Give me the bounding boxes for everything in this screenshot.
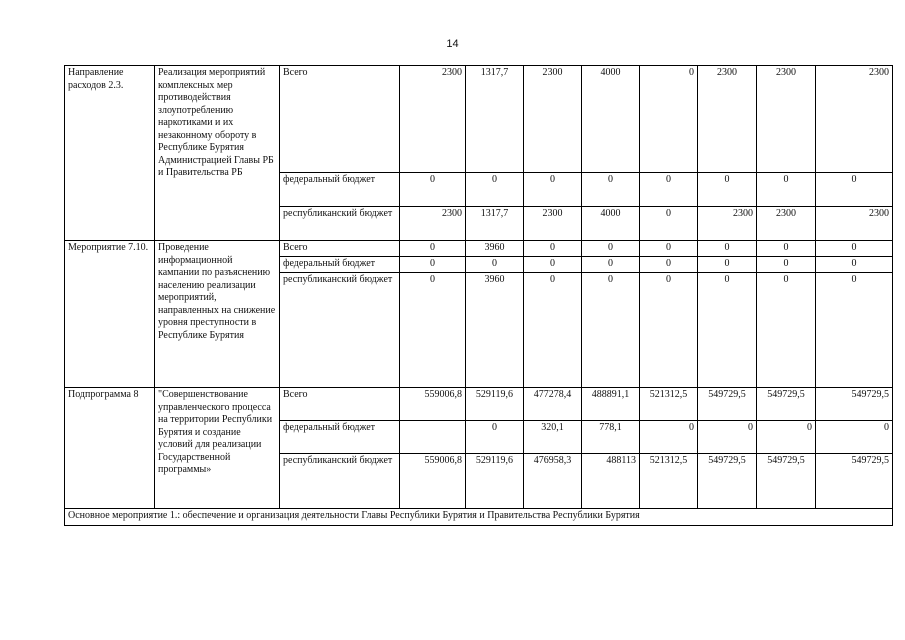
value-cell: 0 [400, 173, 466, 207]
value-cell: 476958,3 [524, 454, 582, 509]
value-cell: 0 [698, 421, 757, 454]
value-cell: 0 [524, 241, 582, 257]
row-description-cell: Реализация мероприятий комплексных мер противодействия злоупотреблению наркотиками и их незаконному обороту в Республике Бурятия Администрацией Главы РБ и Правительства РБ [155, 66, 280, 241]
value-cell: 320,1 [524, 421, 582, 454]
value-cell: 0 [698, 241, 757, 257]
value-cell: 549729,5 [757, 388, 816, 421]
value-cell [400, 421, 466, 454]
value-cell: 0 [400, 273, 466, 388]
value-cell: 2300 [757, 207, 816, 241]
value-cell: 0 [816, 257, 893, 273]
value-cell: 4000 [582, 207, 640, 241]
funding-source-cell: федеральный бюджет [280, 257, 400, 273]
value-cell: 0 [816, 273, 893, 388]
table-row [65, 241, 893, 257]
page-number: 14 [446, 38, 459, 50]
value-cell: 2300 [524, 66, 582, 173]
table-row [65, 66, 893, 173]
value-cell: 0 [698, 173, 757, 207]
value-cell: 0 [640, 241, 698, 257]
value-cell: 0 [757, 273, 816, 388]
value-cell: 0 [698, 273, 757, 388]
value-cell: 549729,5 [816, 388, 893, 421]
value-cell: 0 [757, 421, 816, 454]
value-cell: 521312,5 [640, 454, 698, 509]
value-cell: 0 [757, 173, 816, 207]
row-code-cell: Мероприятие 7.10. [65, 241, 155, 388]
value-cell: 0 [816, 421, 893, 454]
value-cell: 549729,5 [698, 454, 757, 509]
main-activity-row: Основное мероприятие 1.: обеспечение и организация деятельности Главы Республики Бурятия и Правительства Республики Бурятия [65, 509, 893, 526]
funding-source-cell: Всего [280, 388, 400, 421]
value-cell: 488891,1 [582, 388, 640, 421]
value-cell: 0 [524, 173, 582, 207]
funding-source-cell: федеральный бюджет [280, 421, 400, 454]
value-cell: 0 [757, 241, 816, 257]
value-cell: 549729,5 [757, 454, 816, 509]
funding-source-cell: Всего [280, 241, 400, 257]
value-cell: 0 [640, 421, 698, 454]
value-cell: 521312,5 [640, 388, 698, 421]
value-cell: 1317,7 [466, 207, 524, 241]
budget-table [64, 65, 893, 526]
value-cell: 0 [524, 273, 582, 388]
table-row [65, 388, 893, 421]
funding-source-cell: федеральный бюджет [280, 173, 400, 207]
value-cell: 529119,6 [466, 454, 524, 509]
value-cell: 0 [524, 257, 582, 273]
value-cell: 0 [698, 257, 757, 273]
row-code-cell: Направление расходов 2.3. [65, 66, 155, 241]
value-cell: 0 [582, 173, 640, 207]
value-cell: 0 [582, 257, 640, 273]
value-cell: 4000 [582, 66, 640, 173]
value-cell: 0 [640, 66, 698, 173]
value-cell: 0 [757, 257, 816, 273]
value-cell: 0 [640, 173, 698, 207]
value-cell: 0 [640, 207, 698, 241]
value-cell: 2300 [816, 66, 893, 173]
value-cell: 3960 [466, 273, 524, 388]
value-cell: 0 [400, 257, 466, 273]
row-code-cell: Подпрограмма 8 [65, 388, 155, 509]
value-cell: 549729,5 [698, 388, 757, 421]
value-cell: 0 [640, 273, 698, 388]
row-description-cell: "Совершенствование управленческого процесса на территории Республики Бурятия и создание условий для реализации Государственной программы» [155, 388, 280, 509]
value-cell: 0 [640, 257, 698, 273]
value-cell: 2300 [400, 207, 466, 241]
value-cell: 1317,7 [466, 66, 524, 173]
value-cell: 559006,8 [400, 454, 466, 509]
value-cell: 549729,5 [816, 454, 893, 509]
value-cell: 559006,8 [400, 388, 466, 421]
value-cell: 0 [466, 257, 524, 273]
value-cell: 2300 [524, 207, 582, 241]
row-description-cell: Проведение информационной кампании по разъяснению населению реализации мероприятий, направленных на снижение уровня преступности в Республике Бурятия [155, 241, 280, 388]
funding-source-cell: республиканский бюджет [280, 273, 400, 388]
value-cell: 2300 [757, 66, 816, 173]
value-cell: 0 [582, 273, 640, 388]
value-cell: 0 [816, 173, 893, 207]
funding-source-cell: республиканский бюджет [280, 454, 400, 509]
value-cell: 3960 [466, 241, 524, 257]
value-cell: 0 [582, 241, 640, 257]
value-cell: 2300 [400, 66, 466, 173]
value-cell: 2300 [816, 207, 893, 241]
table-row [65, 509, 893, 526]
value-cell: 0 [400, 241, 466, 257]
value-cell: 488113 [582, 454, 640, 509]
value-cell: 2300 [698, 66, 757, 173]
value-cell: 778,1 [582, 421, 640, 454]
value-cell: 2300 [698, 207, 757, 241]
funding-source-cell: Всего [280, 66, 400, 173]
value-cell: 0 [466, 173, 524, 207]
value-cell: 529119,6 [466, 388, 524, 421]
funding-source-cell: республиканский бюджет [280, 207, 400, 241]
value-cell: 477278,4 [524, 388, 582, 421]
value-cell: 0 [466, 421, 524, 454]
value-cell: 0 [816, 241, 893, 257]
